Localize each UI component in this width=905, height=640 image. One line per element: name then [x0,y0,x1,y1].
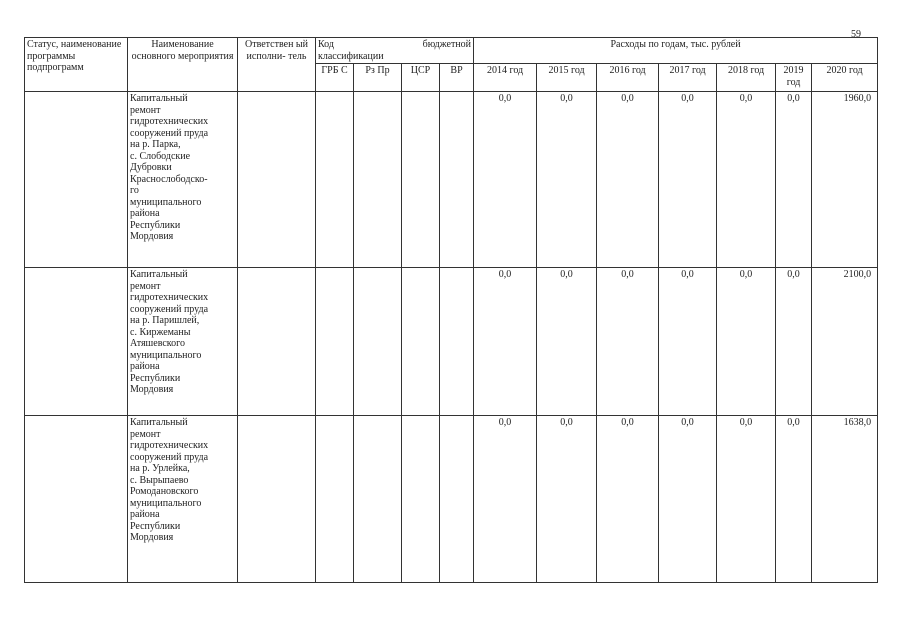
rzpr-cell [354,416,402,583]
value-cell: 0,0 [659,268,717,416]
value-cell: 1960,0 [812,92,878,268]
value-cell: 0,0 [537,268,597,416]
header-year: 2018 год [717,64,776,92]
header-year: 2017 год [659,64,717,92]
table-row [25,268,878,416]
status-cell [25,268,128,416]
table-row [25,92,878,268]
grbs-cell [316,268,354,416]
rzpr-cell [354,92,402,268]
header-budget-code [316,38,474,64]
rzpr-cell [354,268,402,416]
responsible-cell [238,92,316,268]
responsible-cell [238,268,316,416]
measure-name: Капитальный ремонт гидротехнических сооружений пруда на р. Парка, с. Слободские Дубровки Краснослободско- го муниципального района Республики Мордовия [128,92,238,268]
value-cell: 0,0 [474,268,537,416]
value-cell: 0,0 [776,92,812,268]
status-cell [25,416,128,583]
grbs-cell [316,416,354,583]
value-cell: 0,0 [537,416,597,583]
responsible-cell [238,416,316,583]
value-cell: 0,0 [537,92,597,268]
header-responsible: Ответствен ый исполни- тель [238,38,316,92]
header-year: 2015 год [537,64,597,92]
expenses-table [24,37,878,583]
value-cell: 0,0 [659,92,717,268]
value-cell: 0,0 [717,416,776,583]
value-cell: 0,0 [474,416,537,583]
value-cell: 0,0 [717,92,776,268]
header-rzpr: Рз Пр [354,64,402,92]
csr-cell [402,92,440,268]
header-csr: ЦСР [402,64,440,92]
header-budget-code-left: Код [318,39,334,50]
header-expenses: Расходы по годам, тыс. рублей [474,38,878,64]
value-cell: 0,0 [597,268,659,416]
value-cell: 0,0 [597,416,659,583]
header-year: 2019 год [776,64,812,92]
header-name: Наименование основного мероприятия [128,38,238,92]
value-cell: 0,0 [474,92,537,268]
header-year: 2016 год [597,64,659,92]
vr-cell [440,92,474,268]
header-vr: ВР [440,64,474,92]
csr-cell [402,416,440,583]
header-year: 2020 год [812,64,878,92]
measure-name: Капитальный ремонт гидротехнических сооружений пруда на р. Паришлей, с. Киржеманы Атяшевского муниципального района Республики Мордовия [128,268,238,416]
grbs-cell [316,92,354,268]
header-budget-code-right: бюджетной [422,39,472,50]
vr-cell [440,416,474,583]
value-cell: 0,0 [717,268,776,416]
header-year: 2014 год [474,64,537,92]
header-grbs: ГРБ С [316,64,354,92]
value-cell: 2100,0 [812,268,878,416]
value-cell: 1638,0 [812,416,878,583]
value-cell: 0,0 [659,416,717,583]
value-cell: 0,0 [776,268,812,416]
measure-name: Капитальный ремонт гидротехнических сооружений пруда на р. Урлейка, с. Вырыпаево Ромодановского муниципального района Республики Мордовия [128,416,238,583]
header-budget-code-line2: классификации [318,50,384,62]
value-cell: 0,0 [776,416,812,583]
table-row [25,416,878,583]
status-cell [25,92,128,268]
value-cell: 0,0 [597,92,659,268]
header-status: Статус, наименование программы подпрограмм [25,38,128,92]
csr-cell [402,268,440,416]
vr-cell [440,268,474,416]
page-number: 59 [851,29,861,40]
